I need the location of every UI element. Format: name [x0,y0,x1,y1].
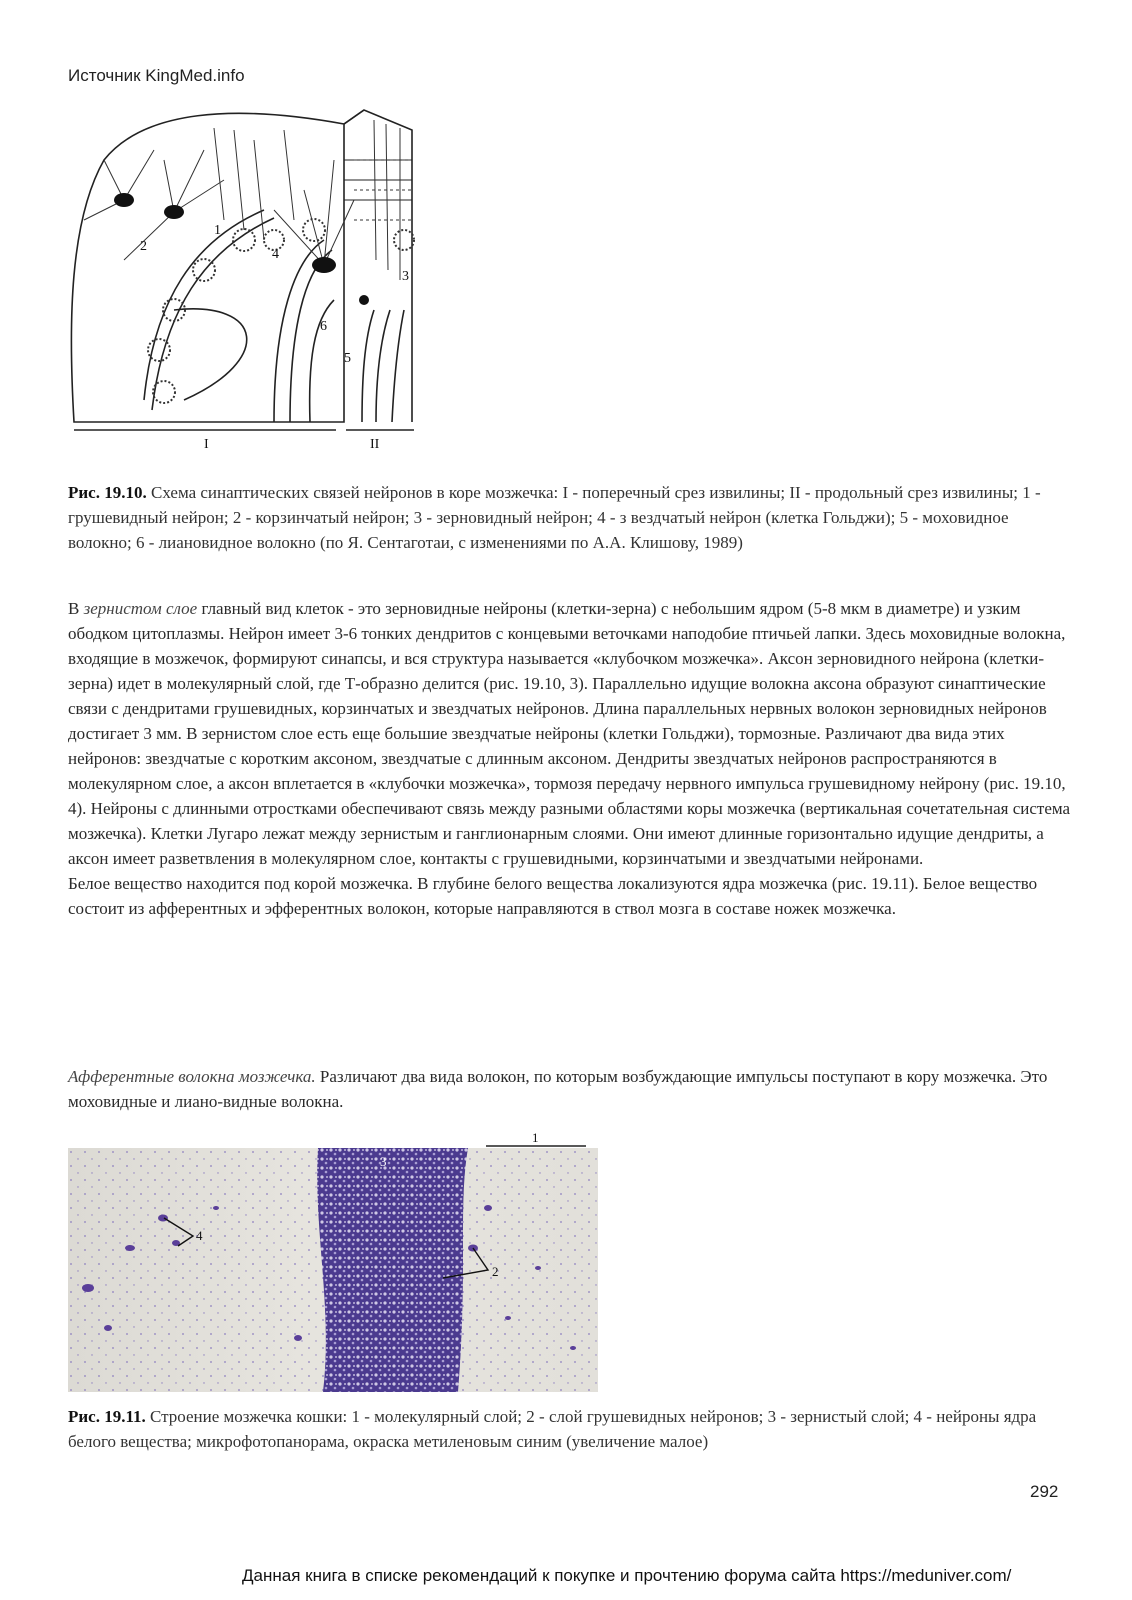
fig1-label-5: 5 [344,351,351,366]
fig1-label-2: 2 [140,239,147,254]
fig1-section-II: II [370,437,380,452]
photo-scale-bar [480,1130,592,1150]
fig1-label-1: 1 [214,223,221,238]
page-number: 292 [1030,1482,1059,1501]
figure2-caption-label: Рис. 19.11. [68,1407,146,1426]
fig1-label-3: 3 [402,269,409,284]
p1-text: главный вид клеток - это зерновидные нейроны (клетки-зерна) с небольшим ядром (5-8 мкм в диаметре) и узким ободком цитоплазмы. Нейрон имеет 3-6 тонких дендритов с концевыми веточками наподобие птичьей лапки. Здесь моховидные волокна, входящие в мозжечок, формируют синапсы, и вся структура называется «клубочком мозжечка». Аксон зерновидного нейрона (клетки-зерна) идет в молекулярный слой, где Т-образно делится (рис. 19.10, 3). Параллельно идущие волокна аксона образуют синаптические связи с дендритами грушевидных, корзинчатых и звездчатых нейронов. Длина параллельных нервных волокон зерновидных нейронов достигает 3 мм. В зернистом слое есть еще большие звездчатые нейроны (клетки Гольджи), тормозные. Различают два вида этих нейронов: звездчатые с коротким аксоном, звездчатые с длинным аксоном. Дендриты звездчатых нейронов распространяются в молекулярном слое, а аксон вплетается в «клубочки мозжечка», тормозя передачу нервного импульса грушевидному нейрону (рис. 19.10, 4). Нейроны с длинными отростками обеспечивают связь между разными областями коры мозжечка (вертикальная сочетательная система мозжечка). Клетки Лугаро лежат между зернистым и ганглионарным слоями. Они имеют длинные горизонтально идущие дендриты, а аксон имеет разветвления в молекулярном слое, контакты с грушевидными, корзинчатыми и звездчатыми нейронами. [68,599,1071,868]
p2-italic: Афферентные волокна мозжечка. [68,1067,316,1086]
fig1-label-4: 4 [272,247,279,262]
fig2-label-2: 2 [492,1264,499,1279]
p1b-text: Белое вещество находится под корой мозжечка. В глубине белого вещества локализуются ядра мозжечка (рис. 19.11). Белое вещество состоит из афферентных и эфферентных волокон, которые направляются в ствол мозга в составе ножек мозжечка. [68,874,1038,918]
figure2-caption [68,1404,1068,1454]
figure1-caption-text: Схема синаптических связей нейронов в коре мозжечка: I - поперечный срез извилины; II - продольный срез извилины; 1 - грушевидный нейрон; 2 - корзинчатый нейрон; 3 - зерновидный нейрон; 4 - з вездчатый нейрон (клетка Гольджи); 5 - моховидное волокно; 6 - лиановидное волокно (по Я. Сентаготаи, с изменениями по А.А. Клишову, 1989) [68,483,1041,552]
paragraph-granular-layer [68,596,1078,921]
source-header: Источник KingMed.info [68,66,245,85]
fig1-section-I: I [204,437,209,452]
p1-italic: зернистом слое [83,599,198,618]
figure2-caption-text: Строение мозжечка кошки: 1 - молекулярный слой; 2 - слой грушевидных нейронов; 3 - зернистый слой; 4 - нейроны ядра белого вещества; микрофотопанорама, окраска метиленовым синим (увеличение малое) [68,1407,1037,1451]
fig2-label-4: 4 [196,1228,203,1243]
fig2-label-1: 1 [532,1130,539,1145]
p2-text: Различают два вида волокон, по которым возбуждающие импульсы поступают в кору мозжечка. Это моховидные и лиано-видные волокна. [68,1067,1048,1111]
figure-synaptic-schema [64,100,434,468]
fig1-label-6: 6 [320,319,327,334]
micrograph-cerebellum [68,1148,598,1392]
figure1-caption [68,480,1068,555]
fig2-label-3: 3 [380,1154,387,1169]
p1-lead: В [68,599,84,618]
footer-note: Данная книга в списке рекомендаций к покупке и прочтению форума сайта https://meduniver.com/ [242,1566,1012,1585]
paragraph-afferent-fibers [68,1064,1078,1114]
figure1-caption-label: Рис. 19.10. [68,483,147,502]
